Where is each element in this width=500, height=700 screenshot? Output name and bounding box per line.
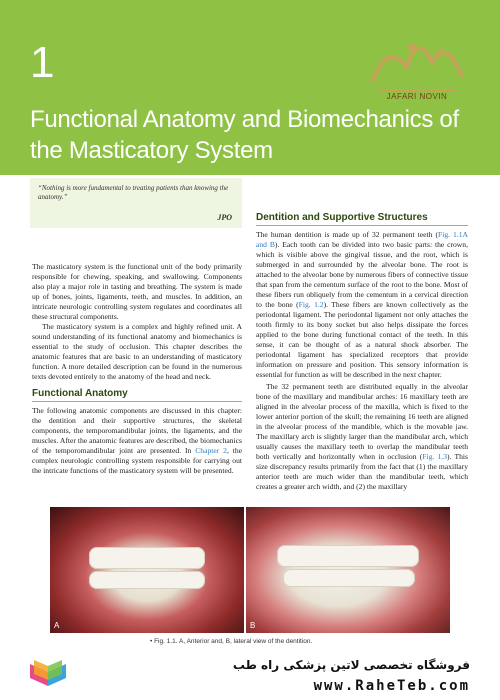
paragraph: The masticatory system is a complex and highly refined unit. A sound understanding of its functional anatomy and biomechanics is essential to the study of occlusion. This chapter describes the anatomic features that are basic to an understanding of masticatory function. A more detailed description can be found in the numerous texts devoted entirely to the anatomy of the head and neck.	[32, 322, 242, 381]
lower-teeth	[283, 569, 416, 587]
chapter-number: 1	[30, 38, 55, 87]
section-heading: Functional Anatomy	[32, 388, 242, 402]
left-column	[32, 262, 242, 476]
paragraph	[256, 382, 468, 492]
text-run: The following anatomic components are discussed in this chapter: the dentition and their supportive structures, the skeletal components, the temporomandibular joints, the ligaments, and the muscles. After the anatomic features are described, the biomechanics of the temporomandibular joint are presented. In	[32, 406, 242, 455]
text-run: ). Each tooth can be divided into two basic parts: the crown, which is visible above the gingival tissue, and the root, which is submerged in and surrounded by the alveolar bone. The root is attached to the alveolar bone by numerous fibers of connective tissue that span from the cementum surface of the root to the bone. Most of these fibers run obliquely from the cementum in a cervical direction to the bone (	[256, 240, 468, 309]
figure-link[interactable]: Fig. 1.2	[298, 300, 324, 309]
text-run: , the complex neurologic controlling system responsible for carrying out the intricate functions of the masticatory system will be presented.	[32, 446, 243, 475]
right-column	[256, 206, 468, 492]
epigraph-attribution: JPO	[217, 213, 232, 222]
publisher-logo-text: JAFARI NOVIN	[386, 92, 448, 101]
book-logo-icon	[26, 656, 70, 696]
lower-teeth	[89, 571, 205, 589]
store-url[interactable]: www.RaheTeb.com	[313, 678, 470, 694]
paragraph	[256, 230, 468, 380]
figure-link[interactable]: Fig. 1.1A and B	[256, 230, 469, 249]
paragraph: The masticatory system is the functional unit of the body primarily responsible for chewing, speaking, and swallowing. Components also play a major role in tasting and breathing. The system is made up of bones, joints, ligaments, teeth, and muscles. In addition, an intricate neurologic controlling system regulates and coordinates all these structural components.	[32, 262, 242, 321]
figure-photo-anterior	[50, 507, 244, 633]
upper-teeth	[89, 547, 205, 569]
epigraph-text: “Nothing is more fundamental to treating patients than knowing the anatomy.”	[38, 184, 229, 201]
figure-link[interactable]: Fig. 1.3	[422, 452, 447, 461]
text-run: The 32 permanent teeth are distributed equally in the alveolar bone of the maxillary and mandibular arches: 16 maxillary teeth are aligned in the alveolar process of the maxilla, which is fixed to the lower anterior portion of the skull; the remaining 16 teeth are aligned in the alveolar process of the mandible, which is the movable jaw. The maxillary arch is slightly larger than the mandibular arch, which usually causes the maxillary teeth to overlap the mandibular teeth both vertically and horizontally when in occlusion (	[256, 382, 468, 461]
store-name-persian: فروشگاه تخصصی لاتین پزشکی راه طب	[232, 658, 470, 672]
text-run: ). These fibers are known collectively as the periodontal ligament. The periodontal ligament not only attaches the tooth firmly to its bony socket but also helps dissipate the forces applied to the bone during functional contact of the teeth. In this sense, it can be thought of as a natural shock absorber. The periodontal ligament has specialized receptors that provide information on pressure and position. This sensory information is essential for function as will be described in the next chapter.	[256, 300, 469, 379]
chapter-title: Functional Anatomy and Biomechanics of the Masticatory System	[30, 106, 459, 164]
figure-label-a: A	[54, 621, 60, 630]
text-run: The human dentition is made up of 32 permanent teeth (	[256, 230, 438, 239]
chapter-header	[0, 0, 500, 175]
paragraph	[32, 406, 242, 476]
upper-teeth	[277, 545, 420, 567]
figure-photo-lateral	[246, 507, 450, 633]
figure-label-b: B	[250, 621, 256, 630]
publisher-logo-icon	[352, 22, 482, 117]
figure-caption: • Fig. 1.1. A, Anterior and, B, lateral view of the dentition.	[150, 638, 313, 645]
footer-banner	[0, 650, 500, 700]
section-heading: Dentition and Supportive Structures	[256, 212, 468, 226]
text-run: ). This size discrepancy results primarily from the fact that (1) the maxillary anterior teeth are much wider than the mandibular teeth, which creates a greater arch width, and (2) the maxillary	[256, 452, 468, 491]
chapter-link[interactable]: Chapter 2	[195, 446, 227, 455]
epigraph	[30, 178, 242, 228]
